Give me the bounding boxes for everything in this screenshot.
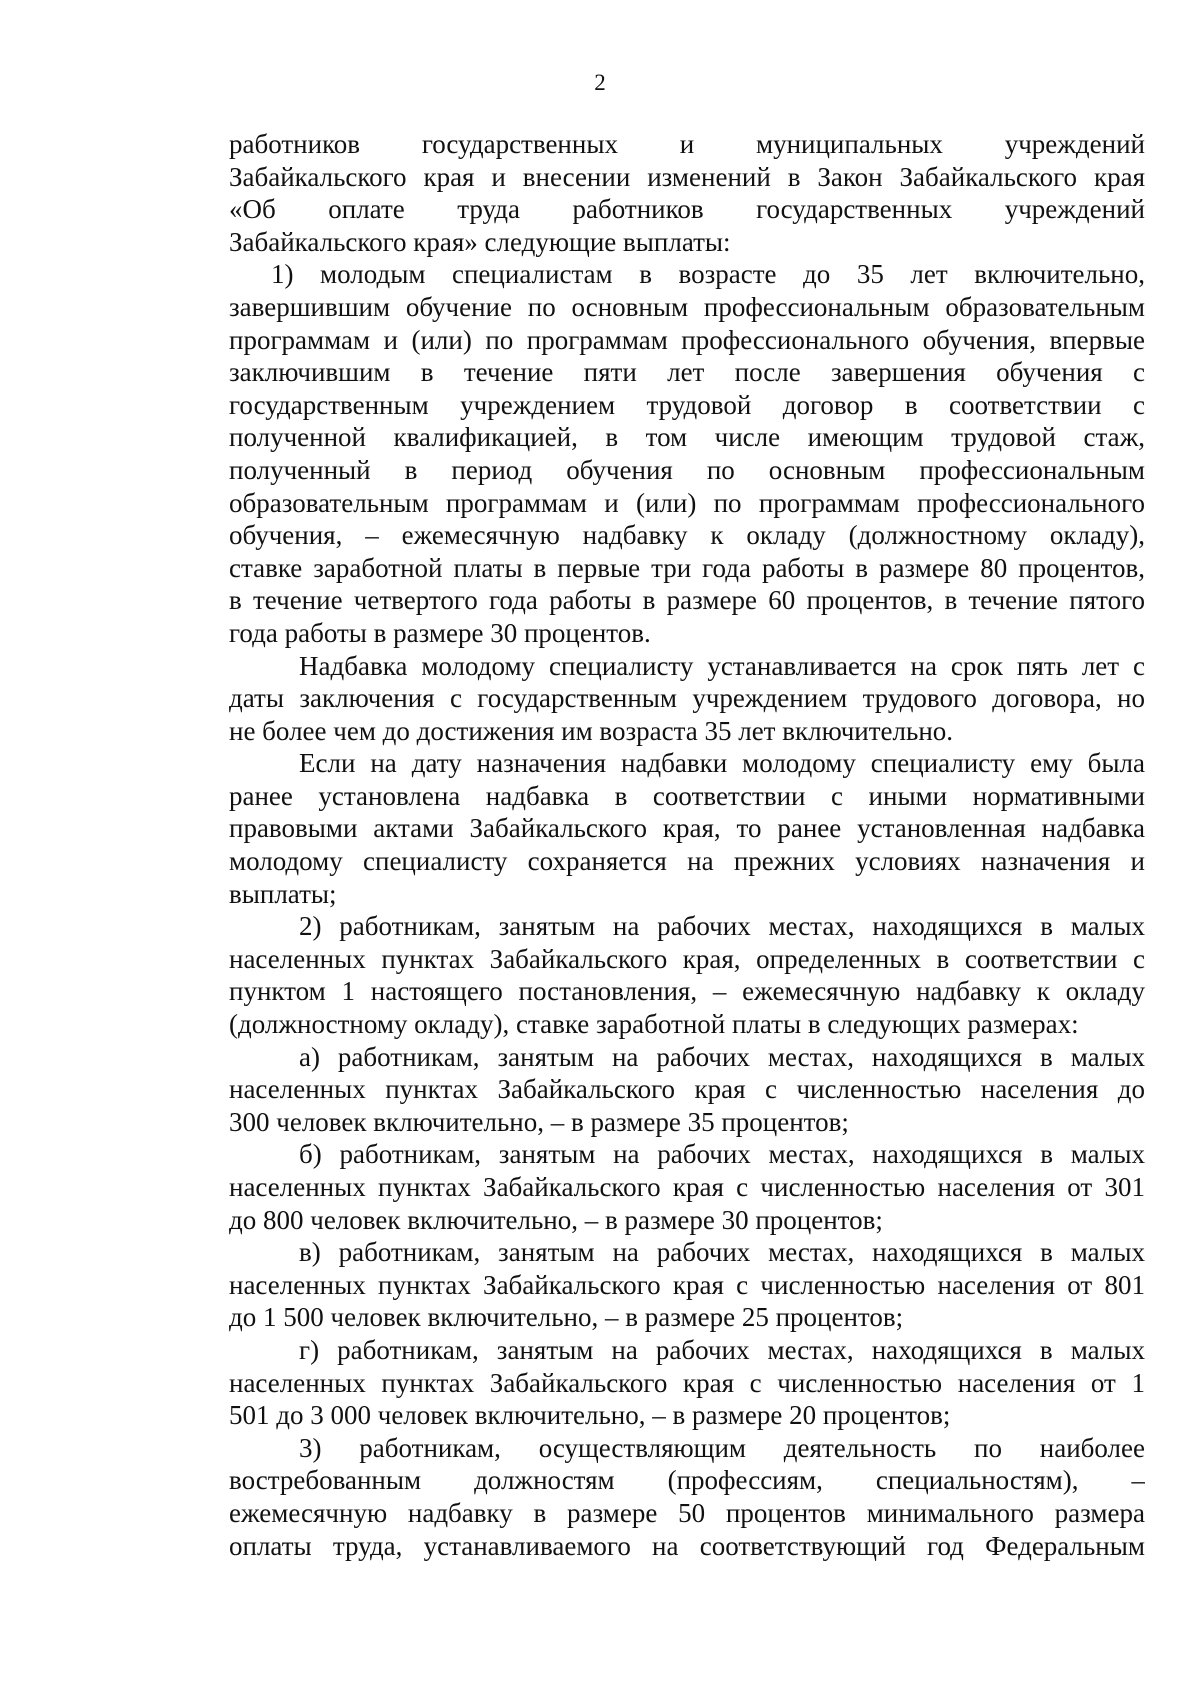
text-line: обучения, – ежемесячную надбавку к окладу (должностному окладу),	[229, 520, 1145, 551]
text-line: оплаты труда, устанавливаемого на соответствующий год Федеральным	[229, 1530, 1145, 1561]
document-body	[229, 128, 1145, 1562]
text-line: ранее установлена надбавка в соответствии с иными нормативными	[229, 780, 1145, 811]
text-line: ежемесячную надбавку в размере 50 процентов минимального размера	[229, 1497, 1145, 1528]
text-line: а) работникам, занятым на рабочих местах, находящихся в малых	[299, 1041, 1145, 1072]
text-line: населенных пунктах Забайкальского края, определенных в соответствии с	[229, 943, 1145, 974]
text-line: 501 до 3 000 человек включительно, – в размере 20 процентов;	[229, 1400, 951, 1431]
text-line: полученный в период обучения по основным профессиональным	[229, 454, 1145, 485]
text-line: населенных пунктах Забайкальского края с численностью населения до	[229, 1074, 1145, 1105]
text-line: Забайкальского края» следующие выплаты:	[229, 226, 731, 257]
text-line: молодому специалисту сохраняется на прежних условиях назначения и	[229, 846, 1145, 877]
text-line: государственным учреждением трудовой договор в соответствии с	[229, 389, 1145, 420]
text-line: заключившим в течение пяти лет после завершения обучения с	[229, 357, 1145, 388]
text-line: «Об оплате труда работников государственных учреждений	[229, 194, 1145, 225]
text-line: не более чем до достижения им возраста 35 лет включительно.	[229, 715, 954, 746]
text-line: работников государственных и муниципальных учреждений	[229, 129, 1145, 159]
text-line: ставке заработной платы в первые три года работы в размере 80 процентов,	[229, 552, 1145, 583]
text-line: правовыми актами Забайкальского края, то ранее установленная надбавка	[229, 813, 1145, 844]
text-line: до 800 человек включительно, – в размере 30 процентов;	[229, 1204, 883, 1235]
text-line: завершившим обучение по основным профессиональным образовательным	[229, 291, 1145, 322]
text-line: Если на дату назначения надбавки молодому специалисту ему была	[299, 748, 1145, 779]
text-line: 1) молодым специалистам в возрасте до 35 лет включительно,	[271, 259, 1145, 290]
text-line: 3) работникам, осуществляющим деятельность по наиболее	[299, 1432, 1145, 1463]
text-line: (должностному окладу), ставке заработной платы в следующих размерах:	[229, 1009, 1079, 1040]
text-line: Забайкальского края и внесении изменений в Закон Забайкальского края	[229, 161, 1145, 192]
text-line: в) работникам, занятым на рабочих местах, находящихся в малых	[299, 1237, 1145, 1268]
text-line: в течение четвертого года работы в размере 60 процентов, в течение пятого	[229, 585, 1145, 616]
text-line: образовательным программам и (или) по программам профессионального	[229, 487, 1145, 518]
text-line: даты заключения с государственным учреждением трудового договора, но	[229, 683, 1145, 714]
text-line: полученной квалификацией, в том числе имеющим трудовой стаж,	[229, 422, 1145, 453]
text-line: программам и (или) по программам профессионального обучения, впервые	[229, 324, 1145, 355]
text-line: года работы в размере 30 процентов.	[229, 617, 651, 648]
text-line: 300 человек включительно, – в размере 35 процентов;	[229, 1106, 849, 1137]
text-line: населенных пунктах Забайкальского края с численностью населения от 301	[229, 1172, 1145, 1202]
text-line: населенных пунктах Забайкальского края с численностью населения от 801	[229, 1269, 1145, 1300]
text-line: выплаты;	[229, 878, 337, 909]
text-line: до 1 500 человек включительно, – в размере 25 процентов;	[229, 1302, 904, 1333]
text-line: востребованным должностям (профессиям, специальностям), –	[229, 1465, 1145, 1496]
text-line: 2) работникам, занятым на рабочих местах, находящихся в малых	[299, 911, 1145, 942]
text-line: пунктом 1 настоящего постановления, – ежемесячную надбавку к окладу	[229, 976, 1145, 1007]
text-line: г) работникам, занятым на рабочих местах, находящихся в малых	[299, 1334, 1145, 1365]
text-line: населенных пунктах Забайкальского края с численностью населения от 1	[229, 1367, 1145, 1398]
page-number: 2	[594, 70, 606, 95]
text-line: б) работникам, занятым на рабочих местах, находящихся в малых	[299, 1139, 1145, 1170]
text-line: Надбавка молодому специалисту устанавливается на срок пять лет с	[299, 650, 1145, 681]
